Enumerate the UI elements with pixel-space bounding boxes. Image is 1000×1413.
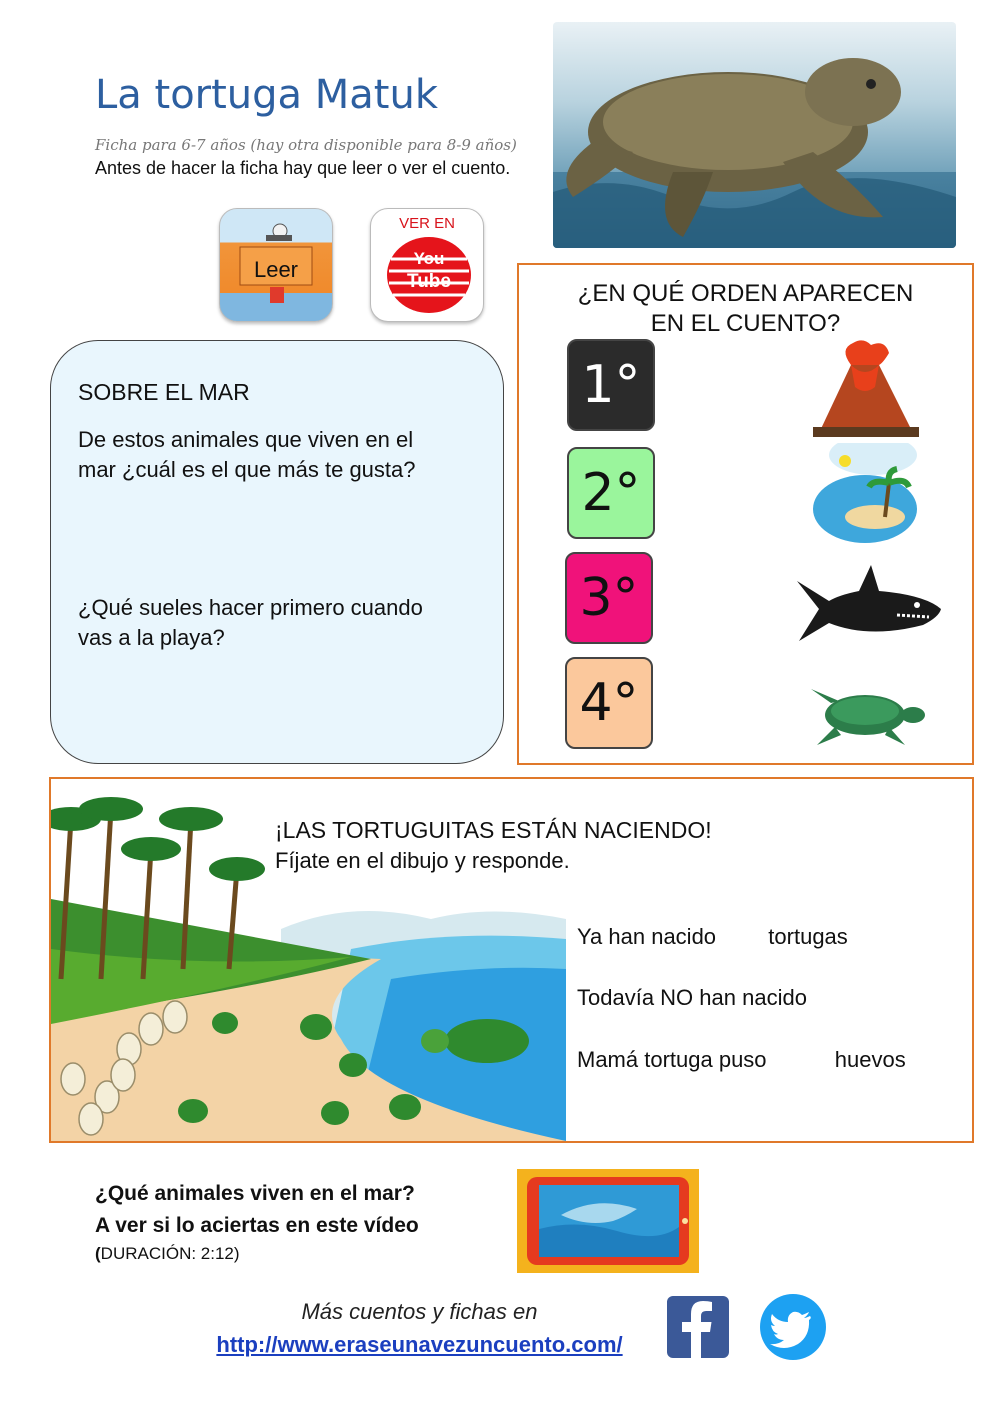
sea-turtle-illustration <box>553 22 956 248</box>
page-title: La tortuga Matuk <box>95 72 438 118</box>
question-line: De estos animales que viven en el <box>78 427 414 452</box>
duration-text: DURACIÓN: 2:12) <box>100 1244 240 1263</box>
facebook-icon[interactable] <box>667 1296 729 1358</box>
video-question <box>95 1178 419 1242</box>
hatchlings-panel <box>49 777 974 1143</box>
dolphin-tablet-icon <box>517 1169 699 1273</box>
born-count-row <box>577 924 848 950</box>
sea-animals-video-button[interactable] <box>517 1169 699 1273</box>
question-line: mar ¿cuál es el que más te gusta? <box>78 457 416 482</box>
eggs-label: huevos <box>834 1047 906 1072</box>
eggs-count-row <box>577 1047 906 1073</box>
question-beach-first <box>78 593 478 653</box>
sobre-el-mar-heading: SOBRE EL MAR <box>78 379 250 405</box>
twitter-icon[interactable] <box>760 1294 826 1360</box>
more-stories-text: Más cuentos y fichas en <box>301 1299 538 1324</box>
turtle-icon[interactable] <box>805 679 929 749</box>
video-question-line: ¿Qué animales viven en el mar? <box>95 1182 415 1205</box>
order-title-line: EN EL CUENTO? <box>650 310 841 337</box>
website-link[interactable]: http://www.eraseunavezuncuento.com/ <box>216 1332 623 1357</box>
youtube-tube-text: Tube <box>407 271 451 292</box>
question-line: vas a la playa? <box>78 625 225 650</box>
sobre-el-mar-panel <box>50 340 504 764</box>
youtube-you-text: You <box>413 249 445 268</box>
order-number-1[interactable]: 1° <box>567 339 655 431</box>
not-born-label: Todavía NO han nacido <box>577 985 807 1010</box>
video-question-line: A ver si lo aciertas en este vídeo <box>95 1214 419 1237</box>
youtube-caption: VER EN <box>399 215 455 232</box>
order-title-line: ¿EN QUÉ ORDEN APARECEN <box>577 280 914 307</box>
not-born-row <box>577 985 807 1011</box>
question-favorite-sea-animal <box>78 425 478 485</box>
turtles-label: tortugas <box>768 924 848 949</box>
shark-icon[interactable] <box>789 561 945 661</box>
watch-youtube-button[interactable] <box>370 208 484 322</box>
hatchlings-subtitle: Fíjate en el dibujo y responde. <box>275 848 570 873</box>
age-subtitle: Ficha para 6-7 años (hay otra disponible para 8-9 años) <box>95 136 517 154</box>
order-number-3[interactable]: 3° <box>565 552 653 644</box>
read-story-button[interactable] <box>219 208 333 322</box>
read-button-label: Leer <box>253 257 299 282</box>
island-icon[interactable] <box>809 443 921 547</box>
hatchlings-title: ¡LAS TORTUGUITAS ESTÁN NACIENDO! <box>275 817 712 843</box>
mother-laid-label: Mamá tortuga puso <box>577 1047 767 1072</box>
order-number-2[interactable]: 2° <box>567 447 655 539</box>
volcano-icon[interactable] <box>809 335 921 439</box>
born-label: Ya han nacido <box>577 924 717 949</box>
duration-paren: ( <box>95 1244 101 1263</box>
order-title <box>519 279 972 339</box>
order-number-4[interactable]: 4° <box>565 657 653 749</box>
question-line: ¿Qué sueles hacer primero cuando <box>78 595 423 620</box>
order-panel <box>517 263 974 765</box>
instructions: Antes de hacer la ficha hay que leer o ver el cuento. <box>95 158 511 178</box>
video-duration <box>95 1244 240 1264</box>
